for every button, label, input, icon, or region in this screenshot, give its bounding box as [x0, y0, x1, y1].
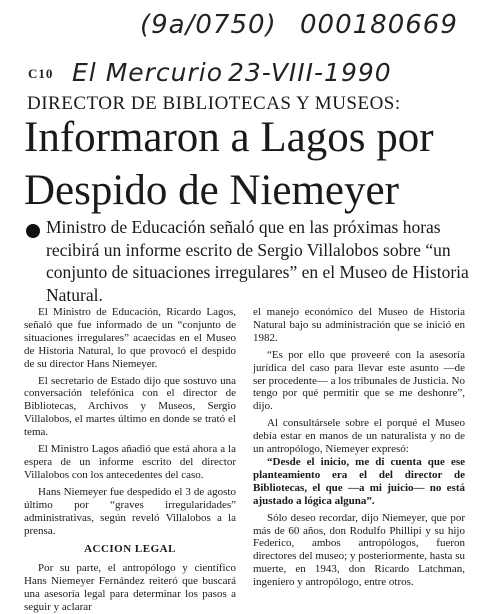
section-subhead: ACCION LEGAL — [84, 543, 176, 556]
body-paragraph: Por su parte, el antropólogo y científico Hans Niemeyer Fernández reiteró que buscará una asesoría legal para determinar los pasos a seguir y aclarar — [24, 562, 236, 614]
body-paragraph: Al consultársele sobre el porqué el Museo debía estar en manos de un naturalista y no de un antropólogo, Niemeyer expresó: — [253, 417, 465, 456]
body-paragraph: “Es por ello que proveeré con la asesoría jurídica del caso para llevar este asunto —de ser procedente— a los tribunales de Justicia. No tengo por qué permitir que se me deshonre”, dijo. — [253, 348, 465, 413]
body-paragraph: Hans Niemeyer fue despedido el 3 de agosto último por “graves irregularidades” administrativas, según reveló Villalobos a la prensa. — [24, 485, 236, 537]
handwritten-document-id: 000180669 — [300, 10, 458, 40]
bullet-icon — [26, 224, 40, 238]
page-code: C10 — [28, 66, 54, 81]
article-kicker: DIRECTOR DE BIBLIOTECAS Y MUSEOS: — [27, 93, 401, 114]
body-paragraph: El secretario de Estado dijo que sostuvo una conversación telefónica con el director de Bibliotecas, Archivos y Museos, Sergio Villalobos, el martes último en donde se trató el tema. — [24, 374, 236, 439]
body-paragraph: el manejo económico del Museo de Historia Natural bajo su administración que se inició en 1982. — [253, 306, 465, 344]
body-paragraph: Sólo deseo recordar, dijo Niemeyer, que por más de 60 años, don Rodulfo Phillipi y su hijo Federico, ambos antropólogos, fueron directores del museo; y posteriormente, hasta su muerte, en 1943, don Ricardo Latchman, ingeniero y antropólogo, entre otros. — [253, 511, 465, 589]
article-headline: Informaron a Lagos por Despido de Niemeyer — [24, 114, 434, 214]
article-column-right — [253, 306, 465, 589]
handwritten-newspaper-name: El Mercurio — [72, 58, 224, 87]
quoted-paragraph: “Desde el inicio, me di cuenta que ese planteamiento era el del director de Bibliotecas, el que —a mi juicio— no está ajustado a lógica alguna”. — [253, 455, 465, 507]
body-paragraph: El Ministro Lagos añadió que está ahora a la espera de un informe escrito del director Villalobos con los antecedentes del caso. — [24, 443, 236, 481]
article-lead: Ministro de Educación señaló que en las próximas horas recibirá un informe escrito de Sergio Villalobos sobre “un conjunto de situaciones irregulares” en el Museo de Historia Natural. — [46, 217, 469, 305]
body-paragraph: El Ministro de Educación, Ricardo Lagos, señaló que fue informado de un “conjunto de situaciones irregulares” acaecidas en el Museo de Historia Natural, lo que provocó el despido de su director Hans Niemeyer. — [24, 306, 236, 370]
handwritten-date: 23-VIII-1990 — [228, 58, 392, 87]
handwritten-reference-code: (9a/0750) — [140, 10, 277, 40]
article-column-left — [24, 306, 236, 614]
